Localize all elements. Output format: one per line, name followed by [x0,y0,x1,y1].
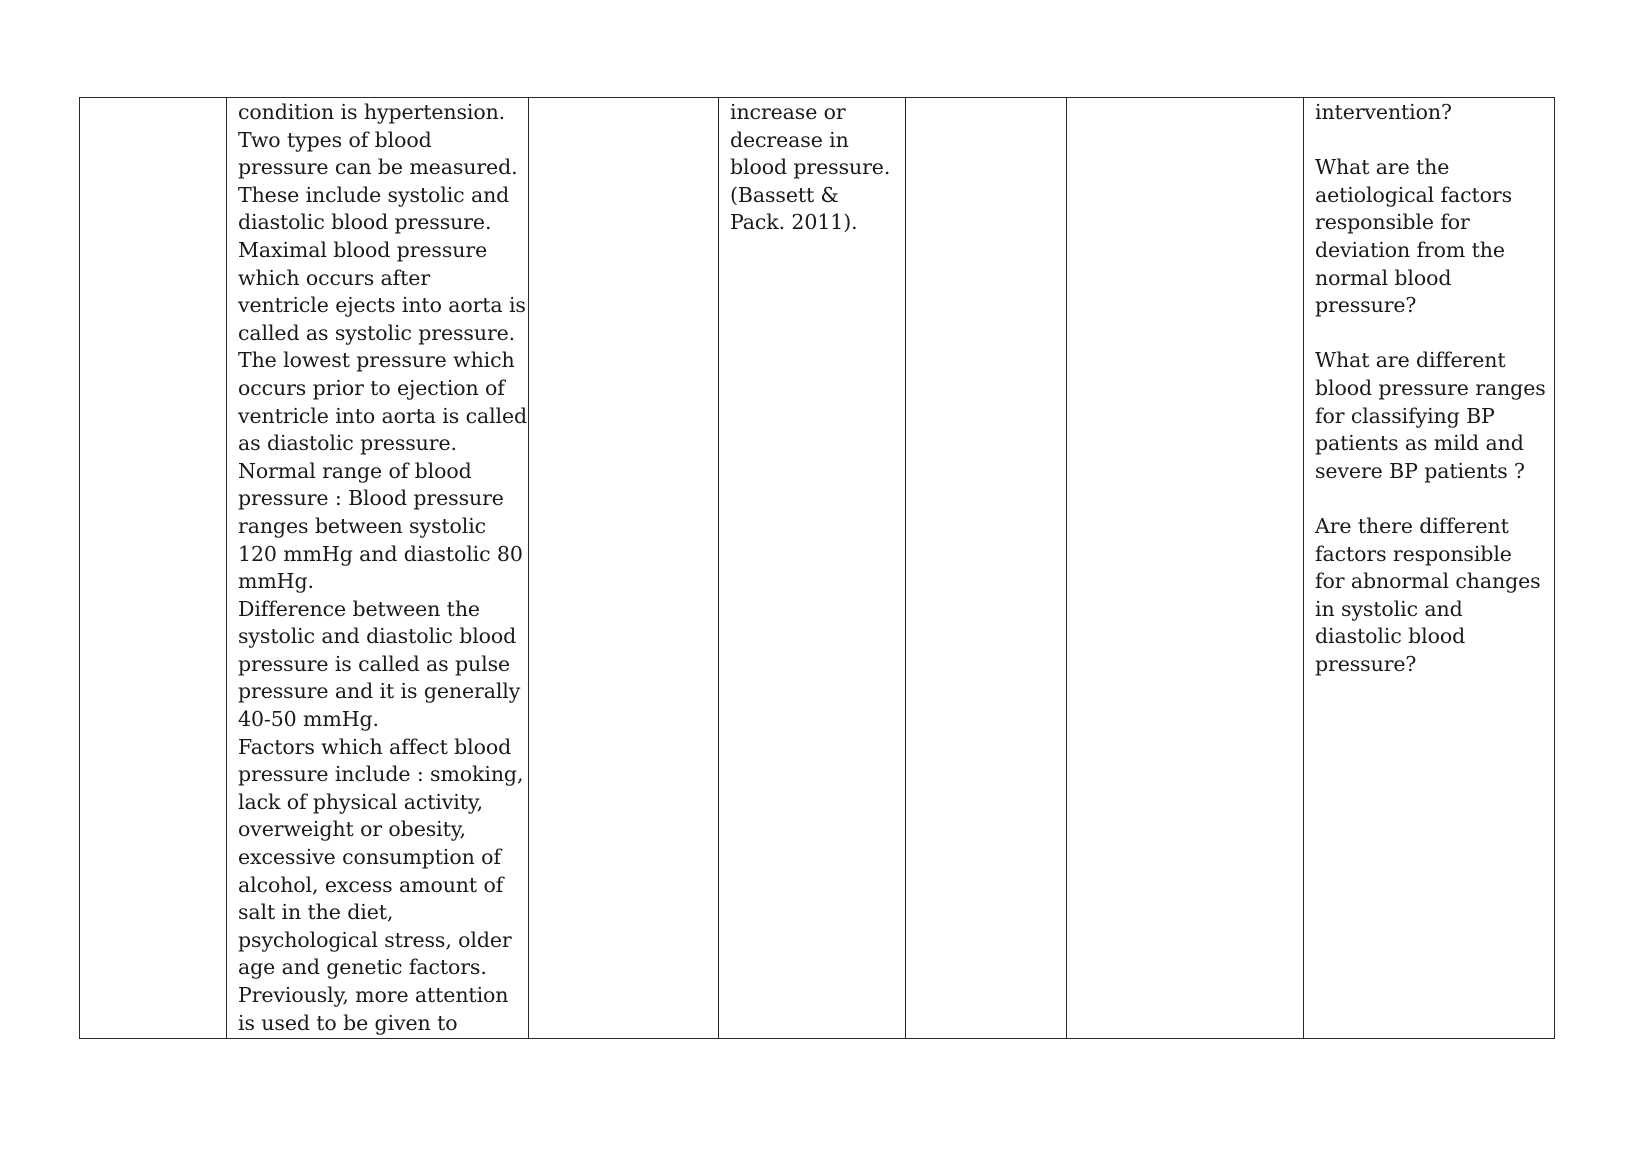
table-cell-col3 [529,98,719,1039]
text-line: in systolic and [1315,596,1463,621]
document-table [79,97,1555,1039]
text-line: Factors which affect blood [238,734,512,759]
text-line: intervention? [1315,100,1452,124]
text-line: The lowest pressure which [238,348,515,373]
text-line: 40-50 mmHg. [238,707,379,732]
text-line: increase or [730,100,846,124]
text-line: pressure : Blood pressure [238,486,504,511]
text-line: systolic and diastolic blood [238,624,517,649]
text-line: pressure? [1315,293,1417,318]
text-line: Maximal blood pressure [238,237,488,262]
table-row [80,98,1555,1039]
text-line: blood pressure ranges [1315,375,1546,400]
text-line: What are different [1315,348,1506,373]
text-line: age and genetic factors. [238,955,487,980]
table-cell-col7 [1304,98,1555,1039]
text-line: overweight or obesity, [238,817,466,842]
cell-text-research-questions [1304,98,1554,678]
text-line: which occurs after [238,265,431,290]
text-line: What are the [1315,155,1450,180]
text-line: normal blood [1315,265,1452,290]
text-line: excessive consumption of [238,845,501,870]
text-line: ranges between systolic [238,513,487,538]
blank-line [1315,320,1544,348]
text-line: Normal range of blood [238,458,472,483]
text-line: is used to be given to [238,1010,458,1035]
cell-text-citation [719,98,905,237]
text-line: Two types of blood [238,127,432,152]
text-line: blood pressure. [730,155,891,180]
text-line: alcohol, excess amount of [238,872,504,897]
cell-text-blood-pressure-description [227,98,528,1037]
text-line: pressure? [1315,651,1417,676]
text-line: (Bassett & [730,182,839,207]
text-line: pressure include : smoking, [238,762,524,787]
blank-line [1315,127,1544,155]
text-line: patients as mild and [1315,431,1524,456]
text-line: condition is hypertension. [238,100,506,124]
table-cell-col1 [80,98,227,1039]
text-line: 120 mmHg and diastolic 80 [238,541,523,566]
table-cell-col4 [719,98,906,1039]
text-line: Difference between the [238,596,480,621]
text-line: Pack. 2011). [730,210,858,235]
text-line: for classifying BP [1315,403,1495,428]
text-line: diastolic blood pressure. [238,210,492,235]
text-line: Previously, more attention [238,983,509,1007]
text-line: deviation from the [1315,237,1505,262]
table-cell-col5 [906,98,1067,1039]
text-line: pressure can be measured. [238,155,518,180]
table-cell-col6 [1067,98,1304,1039]
table-cell-col2 [227,98,529,1039]
text-line: severe BP patients ? [1315,458,1525,483]
text-line: occurs prior to ejection of [238,375,505,400]
blank-line [1315,485,1544,513]
text-line: as diastolic pressure. [238,431,457,456]
text-line: These include systolic and [238,182,510,207]
text-line: decrease in [730,127,849,152]
text-line: salt in the diet, [238,900,394,925]
text-line: called as systolic pressure. [238,320,516,345]
text-line: pressure is called as pulse [238,651,511,676]
text-line: lack of physical activity, [238,789,484,814]
text-line: mmHg. [238,569,314,594]
text-line: diastolic blood [1315,624,1466,649]
text-line: ventricle into aorta is called [238,403,528,428]
text-line: aetiological factors [1315,182,1513,207]
text-line: responsible for [1315,210,1470,235]
text-line: factors responsible [1315,541,1512,566]
text-line: for abnormal changes [1315,569,1541,594]
text-line: Are there different [1315,513,1509,538]
text-line: ventricle ejects into aorta is [238,293,526,318]
text-line: psychological stress, older [238,927,512,952]
text-line: pressure and it is generally [238,679,521,704]
